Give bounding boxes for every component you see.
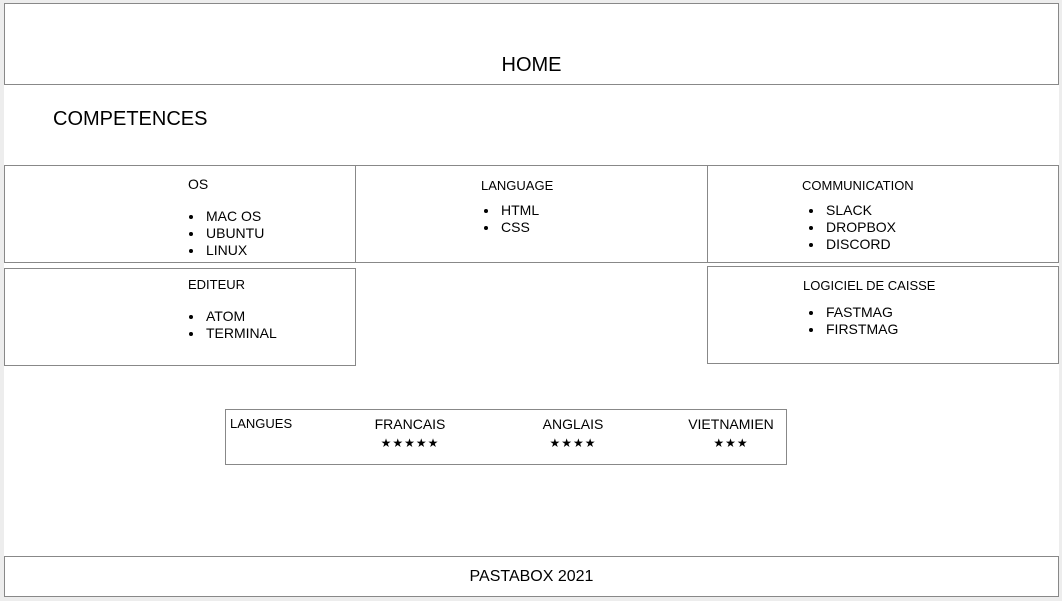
list-editeur — [188, 308, 277, 342]
list-communication — [808, 202, 896, 253]
home-link[interactable]: HOME — [501, 54, 562, 76]
language-name-francais: FRANCAIS — [374, 416, 446, 432]
list-item: HTML — [483, 202, 539, 219]
card-editeur — [4, 268, 356, 366]
list-item: TERMINAL — [188, 325, 277, 342]
list-item: FIRSTMAG — [808, 321, 898, 338]
list-item: UBUNTU — [188, 225, 264, 242]
list-logiciel-de-caisse — [808, 304, 898, 338]
footer-copyright: PASTABOX 2021 — [469, 568, 594, 585]
card-title-language: LANGUAGE — [481, 178, 554, 193]
card-language — [355, 165, 708, 263]
star-rating-vietnamien: ★★★ — [713, 436, 749, 450]
list-item: DROPBOX — [808, 219, 896, 236]
card-communication — [707, 165, 1059, 263]
list-item: FASTMAG — [808, 304, 898, 321]
list-item: ATOM — [188, 308, 277, 325]
list-item: MAC OS — [188, 208, 264, 225]
card-title-os: OS — [188, 176, 209, 192]
star-rating-anglais: ★★★★ — [549, 436, 597, 450]
language-name-anglais: ANGLAIS — [542, 416, 604, 432]
languages-label: LANGUES — [230, 416, 293, 431]
list-item: LINUX — [188, 242, 264, 259]
list-item: CSS — [483, 219, 539, 236]
language-name-vietnamien: VIETNAMIEN — [688, 416, 774, 432]
card-logiciel-de-caisse — [707, 266, 1059, 364]
card-title-logiciel-de-caisse: LOGICIEL DE CAISSE — [803, 278, 936, 293]
list-item: SLACK — [808, 202, 896, 219]
star-rating-francais: ★★★★★ — [380, 436, 440, 450]
list-language — [483, 202, 539, 236]
list-item: DISCORD — [808, 236, 896, 253]
card-title-editeur: EDITEUR — [188, 277, 246, 292]
page-title: COMPETENCES — [53, 108, 208, 130]
header — [4, 3, 1059, 85]
footer — [4, 556, 1059, 597]
languages-panel — [225, 409, 787, 465]
card-os — [4, 165, 356, 263]
list-os — [188, 208, 264, 259]
card-title-communication: COMMUNICATION — [802, 178, 914, 193]
